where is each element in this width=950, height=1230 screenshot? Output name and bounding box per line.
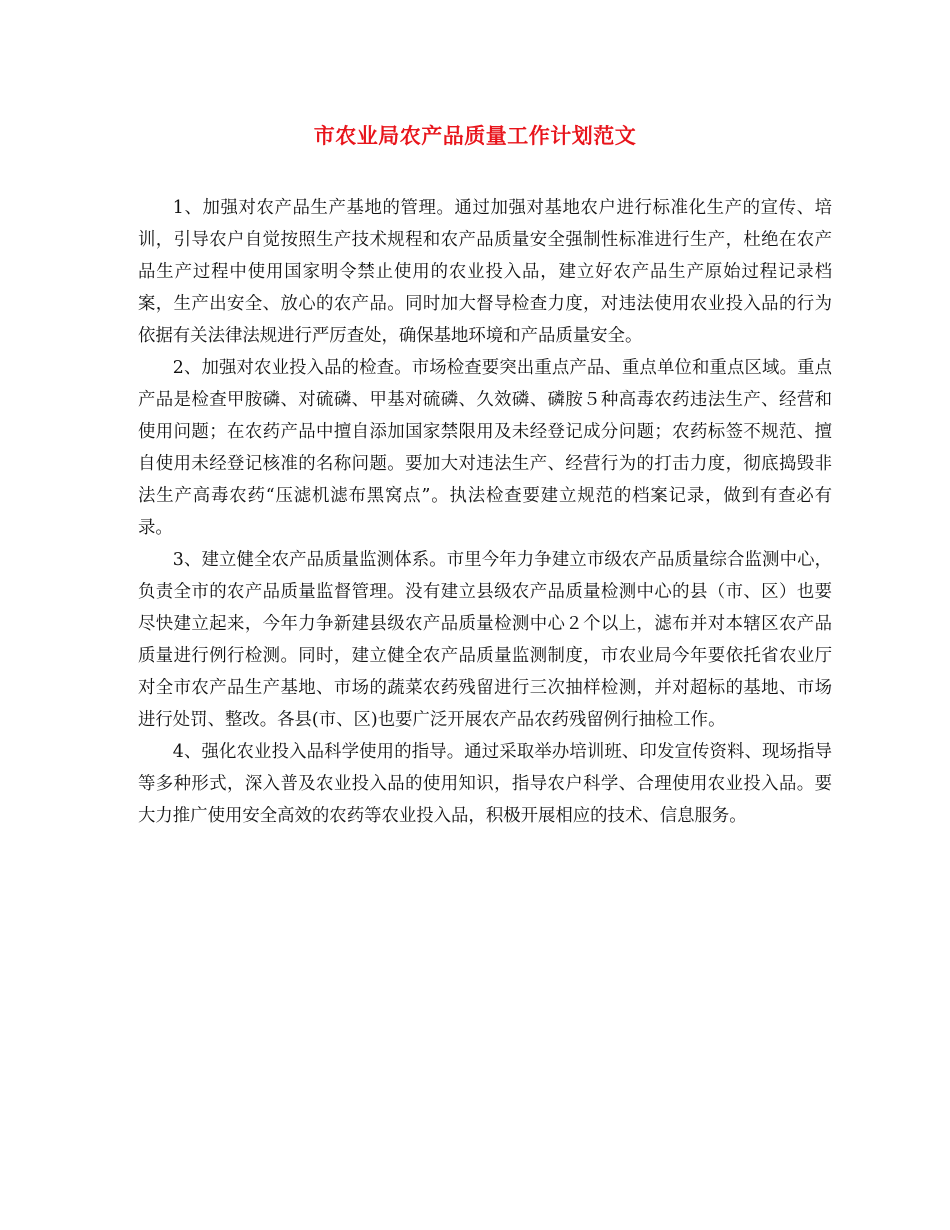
paragraph-4: 4、强化农业投入品科学使用的指导。通过采取举办培训班、印发宣传资料、现场指导等多种形式，深入普及农业投入品的使用知识，指导农户科学、合理使用农业投入品。要大力推广使用安全高效的农药等农业投入品，积极开展相应的技术、信息服务。 — [138, 742, 832, 826]
paragraph-3: 3、建立健全农产品质量监测体系。市里今年力争建立市级农产品质量综合监测中心，负责全市的农产品质量监督管理。没有建立县级农产品质量检测中心的县（市、区）也要尽快建立起来，今年力争新建县级农产品质量检测中心２个以上，滤布并对本辖区农产品质量进行例行检测。同时，建立健全农产品质量监测制度，市农业局今年要依托省农业厅对全市农产品生产基地、市场的蔬菜农药残留进行三次抽样检测，并对超标的基地、市场进行处罚、整改。各县(市、区)也要广泛开展农产品农药残留例行抽检工作。 — [138, 550, 832, 730]
paragraph-2: 2、加强对农业投入品的检查。市场检查要突出重点产品、重点单位和重点区域。重点产品是检查甲胺磷、对硫磷、甲基对硫磷、久效磷、磷胺５种高毒农药违法生产、经营和使用问题；在农药产品中擅自添加国家禁限用及未经登记成分问题；农药标签不规范、擅自使用未经登记核准的名称问题。要加大对违法生产、经营行为的打击力度，彻底捣毁非法生产高毒农药“压滤机滤布黑窝点”。执法检查要建立规范的档案记录，做到有查必有录。 — [138, 358, 832, 538]
paragraph-1: 1、加强对农产品生产基地的管理。通过加强对基地农户进行标准化生产的宣传、培训，引导农户自觉按照生产技术规程和农产品质量安全强制性标准进行生产，杜绝在农产品生产过程中使用国家明令禁止使用的农业投入品，建立好农产品生产原始过程记录档案，生产出安全、放心的农产品。同时加大督导检查力度，对违法使用农业投入品的行为依据有关法律法规进行严厉查处，确保基地环境和产品质量安全。 — [138, 198, 832, 346]
document-title: 市农业局农产品质量工作计划范文 — [313, 123, 637, 148]
document-body — [138, 192, 832, 832]
